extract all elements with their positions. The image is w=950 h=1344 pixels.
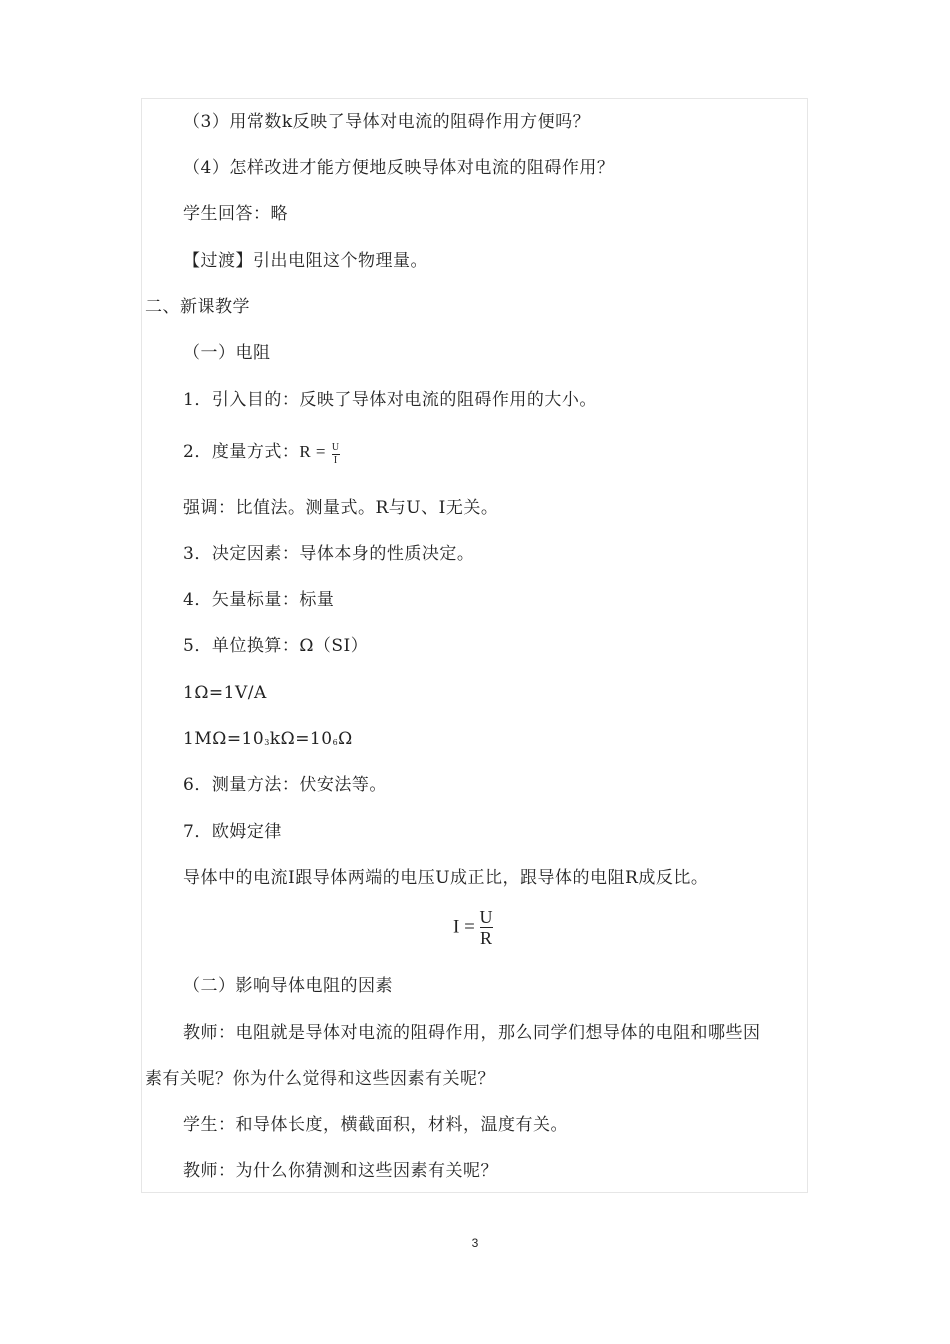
formula-r-fraction: [332, 443, 340, 466]
teacher-question-line-2: 素有关呢？你为什么觉得和这些因素有关呢？: [145, 1069, 495, 1089]
ohms-law-lhs: I =: [453, 916, 475, 938]
exponent-3: 3: [264, 738, 270, 747]
ohms-law-equation: [453, 908, 493, 947]
ohms-law-fraction: [480, 908, 493, 947]
unit-conversion-2-part-c: Ω: [338, 729, 353, 749]
transition-note: 【过渡】引出电阻这个物理量。: [183, 251, 428, 271]
emphasis-note: 强调：比值法。测量式。R与U、I无关。: [183, 498, 499, 518]
formula-r-lhs: R =: [299, 442, 327, 461]
section-heading-new-lesson: 二、新课教学: [145, 297, 250, 317]
item-1-purpose: 1．引入目的：反映了导体对电流的阻碍作用的大小。: [183, 390, 597, 410]
ohms-law-statement: 导体中的电流I跟导体两端的电压U成正比，跟导体的电阻R成反比。: [183, 868, 709, 888]
subsection-resistance: （一）电阻: [183, 343, 271, 363]
ohms-law-numerator: U: [479, 907, 493, 927]
unit-conversion-2: [183, 728, 353, 753]
teacher-question-line-1: 教师：电阻就是导体对电流的阻碍作用，那么同学们想导体的电阻和哪些因: [183, 1023, 761, 1043]
unit-conversion-2-part-b: kΩ=10: [269, 729, 333, 749]
item-4-vector-scalar: 4．矢量标量：标量: [183, 590, 335, 610]
ohms-law-denominator: R: [480, 928, 493, 948]
subsection-factors: （二）影响导体电阻的因素: [183, 976, 393, 996]
fraction-numerator: U: [331, 442, 340, 453]
question-4: （4）怎样改进才能方便地反映导体对电流的阻碍作用？: [183, 158, 615, 178]
unit-conversion-2-part-a: 1MΩ=10: [183, 729, 265, 749]
exponent-6: 6: [332, 738, 339, 747]
item-6-method: 6．测量方法：伏安法等。: [183, 775, 387, 795]
question-3: （3）用常数k反映了导体对电流的阻碍作用方便吗？: [183, 112, 591, 132]
student-response: 学生：和导体长度，横截面积，材料，温度有关。: [183, 1115, 568, 1135]
item-5-unit: 5．单位换算：Ω（SI）: [183, 636, 369, 656]
item-2-measure: [183, 441, 340, 464]
unit-conversion-1: 1Ω=1V/A: [183, 683, 267, 703]
student-answer: 学生回答：略: [183, 204, 288, 224]
teacher-followup: 教师：为什么你猜测和这些因素有关呢？: [183, 1161, 498, 1181]
item-7-ohms-law: 7．欧姆定律: [183, 822, 282, 842]
fraction-denominator: I: [333, 455, 338, 466]
item-2-label: 2．度量方式：: [183, 442, 300, 462]
page-number: 3: [471, 1236, 479, 1250]
item-3-determinant: 3．决定因素：导体本身的性质决定。: [183, 544, 475, 564]
